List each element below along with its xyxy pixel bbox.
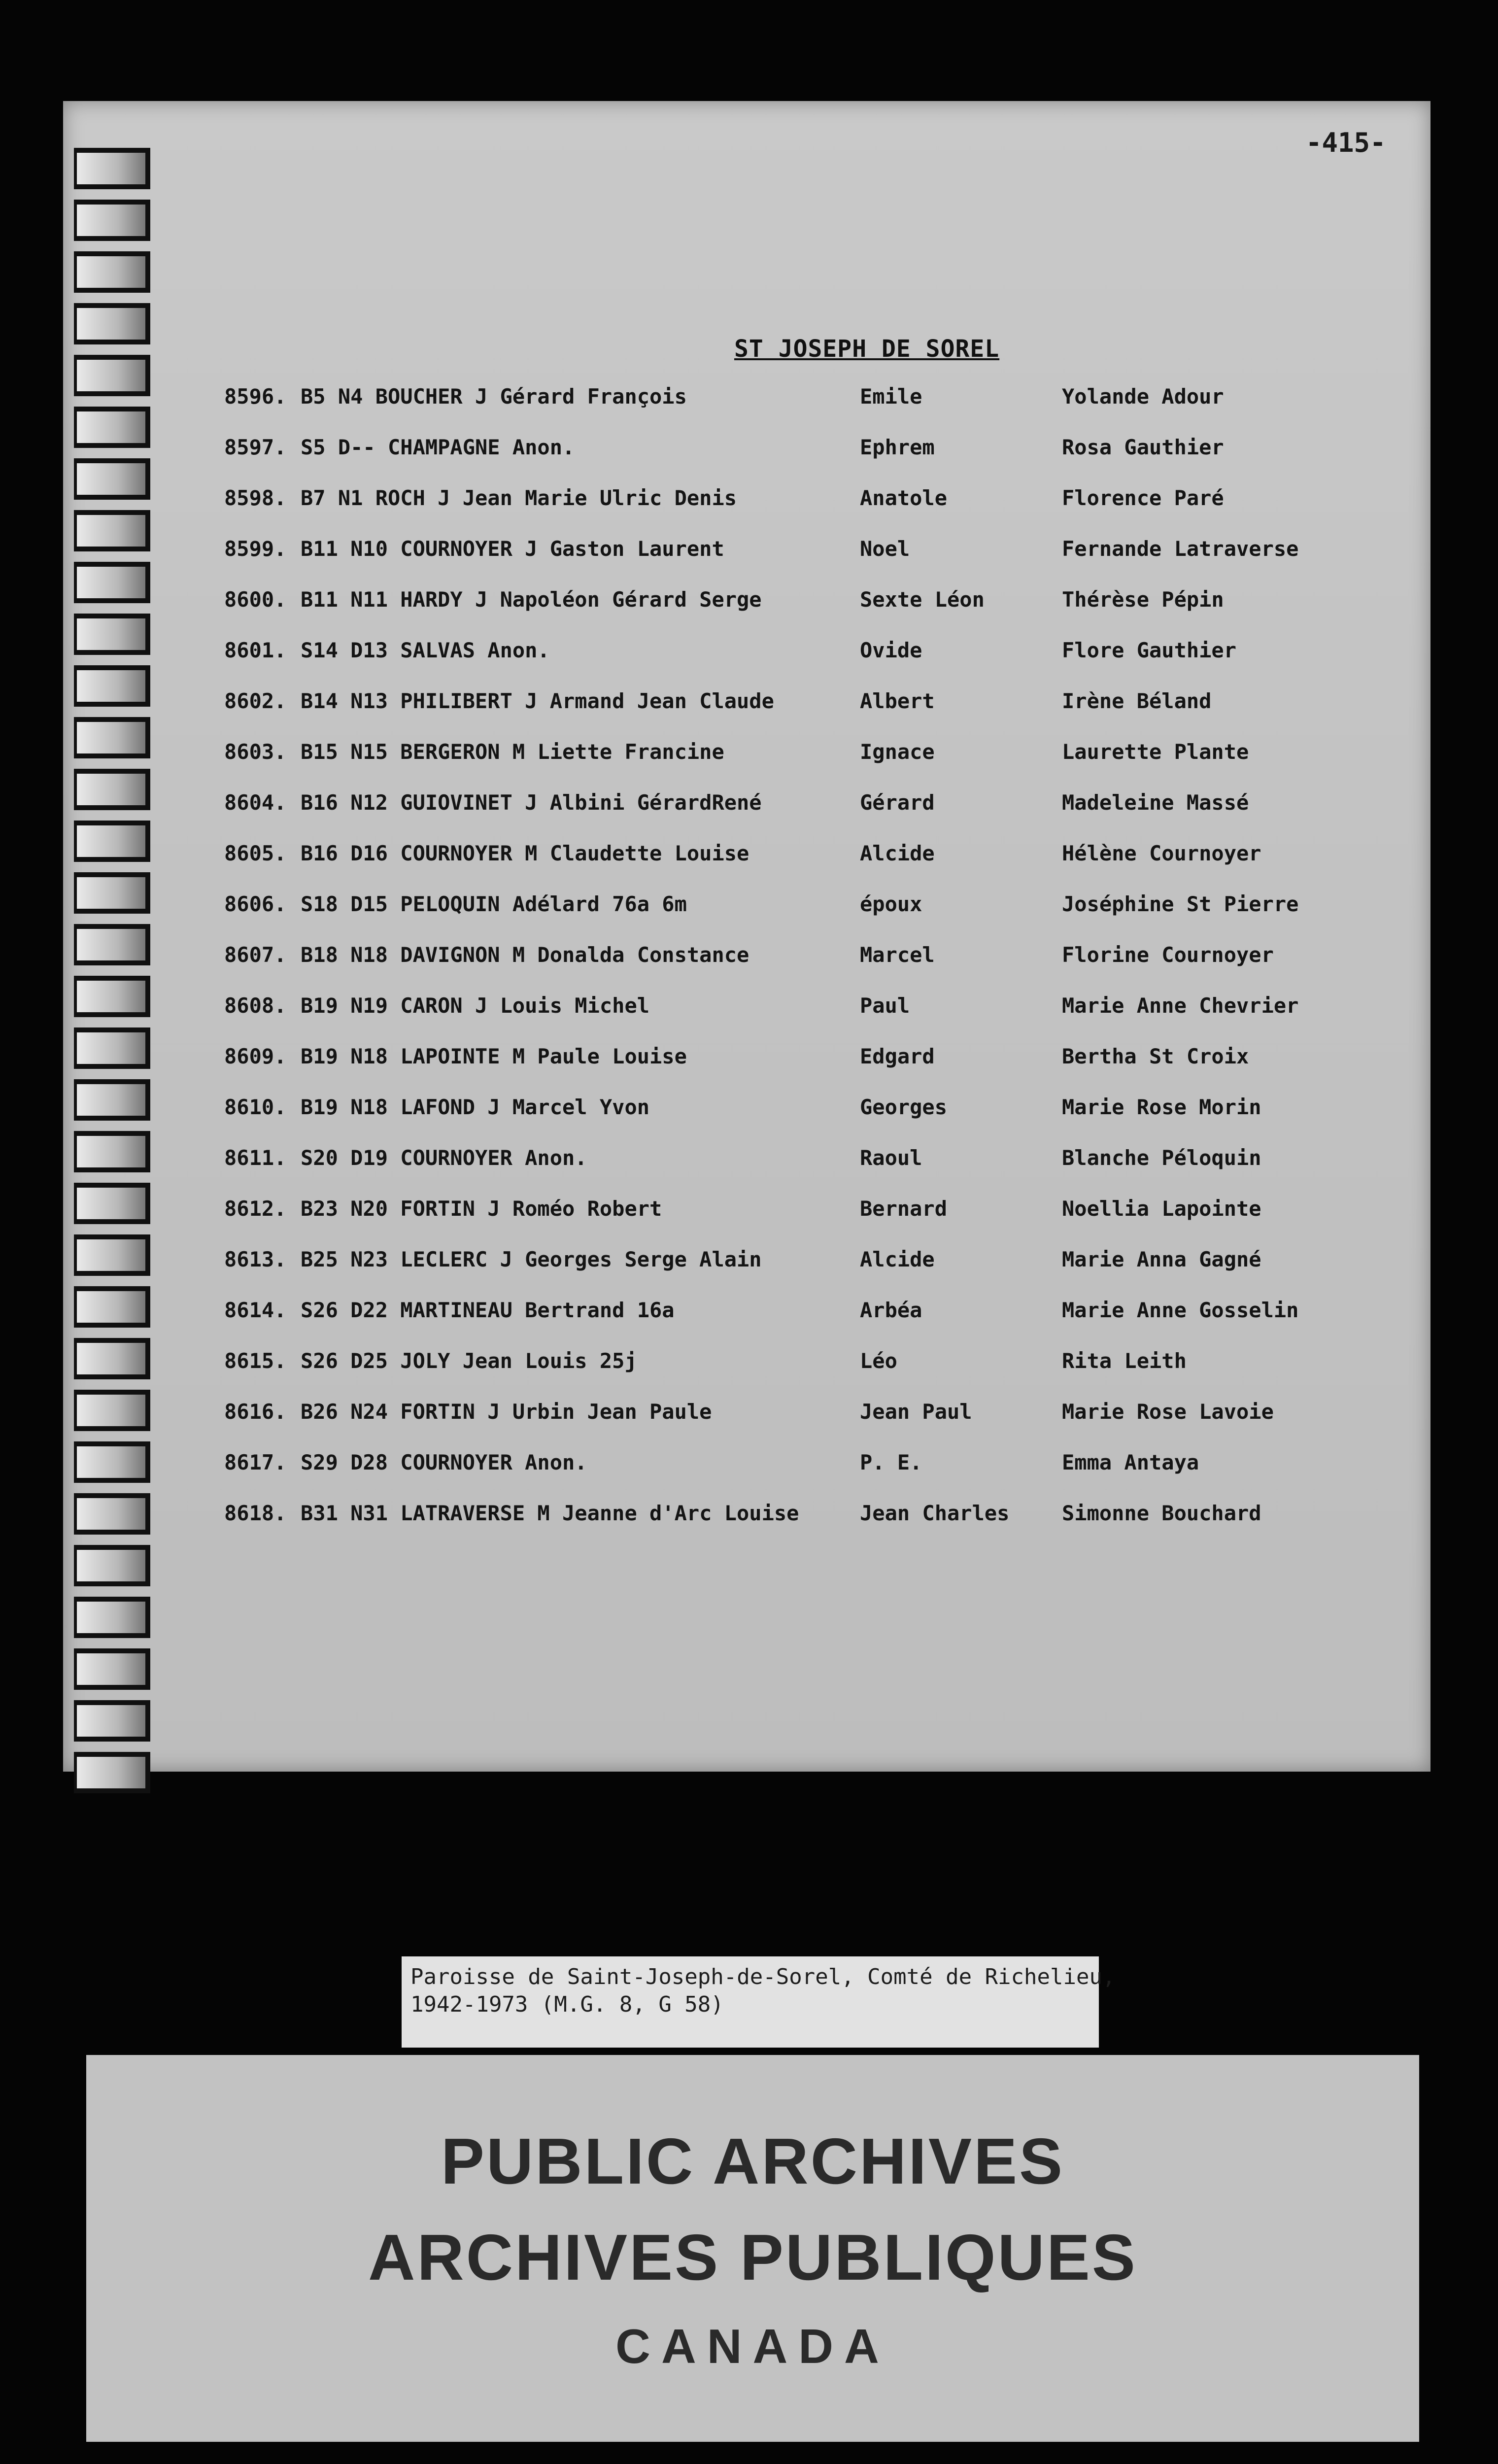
binding-ring	[74, 1700, 150, 1742]
entry-father: Léo	[860, 1349, 897, 1373]
entry-record: B19 N18 LAPOINTE M Paule Louise	[301, 1044, 687, 1068]
binding-ring	[74, 1752, 150, 1793]
register-row	[0, 1349, 1330, 1383]
entry-father: Bernard	[860, 1197, 948, 1221]
entry-record: S14 D13 SALVAS Anon.	[301, 638, 550, 662]
entry-number: 8607.	[224, 943, 287, 967]
entry-record: S18 D15 PELOQUIN Adélard 76a 6m	[301, 892, 687, 916]
entry-number: 8599.	[224, 537, 287, 561]
register-row	[0, 1197, 1330, 1231]
entry-father: Noel	[860, 537, 910, 561]
entry-mother: Laurette Plante	[1062, 740, 1249, 764]
register-row	[0, 1501, 1330, 1536]
entry-number: 8605.	[224, 841, 287, 865]
entry-mother: Irène Béland	[1062, 689, 1212, 713]
entry-number: 8612.	[224, 1197, 287, 1221]
entry-number: 8616.	[224, 1400, 287, 1424]
entry-father: Raoul	[860, 1146, 922, 1170]
register-row	[0, 537, 1330, 571]
caption-line-reference: 1942-1973 (M.G. 8, G 58)	[410, 1992, 724, 2017]
register-row	[0, 1247, 1330, 1282]
entry-number: 8598.	[224, 486, 287, 510]
binding-ring	[74, 200, 150, 241]
entry-mother: Simonne Bouchard	[1062, 1501, 1261, 1525]
entry-mother: Joséphine St Pierre	[1062, 892, 1299, 916]
entry-number: 8604.	[224, 790, 287, 815]
entry-father: Anatole	[860, 486, 948, 510]
entry-father: Sexte Léon	[860, 587, 985, 612]
entry-number: 8597.	[224, 435, 287, 459]
entry-father: Alcide	[860, 1247, 935, 1271]
entry-number: 8601.	[224, 638, 287, 662]
archive-caption-label	[402, 1956, 1116, 2048]
entry-record: B5 N4 BOUCHER J Gérard François	[301, 384, 687, 409]
entry-record: B31 N31 LATRAVERSE M Jeanne d'Arc Louise	[301, 1501, 799, 1525]
register-row	[0, 1095, 1330, 1129]
stamp-line-english: PUBLIC ARCHIVES	[441, 2125, 1065, 2197]
register-row	[0, 384, 1330, 419]
entry-number: 8610.	[224, 1095, 287, 1119]
entry-record: S5 D-- CHAMPAGNE Anon.	[301, 435, 575, 459]
register-row	[0, 993, 1330, 1028]
entry-mother: Madeleine Massé	[1062, 790, 1249, 815]
entry-number: 8596.	[224, 384, 287, 409]
entry-record: B14 N13 PHILIBERT J Armand Jean Claude	[301, 689, 774, 713]
entry-father: Edgard	[860, 1044, 935, 1068]
entry-father: Ignace	[860, 740, 935, 764]
register-row	[0, 486, 1330, 520]
entry-record: B16 D16 COURNOYER M Claudette Louise	[301, 841, 749, 865]
entry-father: Gérard	[860, 790, 935, 815]
register-row	[0, 892, 1330, 926]
entry-mother: Florine Cournoyer	[1062, 943, 1274, 967]
register-row	[0, 435, 1330, 470]
register-row	[0, 740, 1330, 774]
entry-father: Emile	[860, 384, 922, 409]
register-title: ST JOSEPH DE SOREL	[734, 335, 1000, 363]
entry-record: S29 D28 COURNOYER Anon.	[301, 1450, 587, 1474]
entry-number: 8613.	[224, 1247, 287, 1271]
entry-record: B18 N18 DAVIGNON M Donalda Constance	[301, 943, 749, 967]
binding-ring	[74, 148, 150, 189]
caption-line-parish: Paroisse de Saint-Joseph-de-Sorel, Comté de Richelieu,	[410, 1964, 1116, 1989]
entry-father: Ephrem	[860, 435, 935, 459]
register-row	[0, 638, 1330, 673]
entry-father: Georges	[860, 1095, 948, 1119]
entry-record: B26 N24 FORTIN J Urbin Jean Paule	[301, 1400, 712, 1424]
entry-father: Marcel	[860, 943, 935, 967]
entry-number: 8617.	[224, 1450, 287, 1474]
entry-number: 8606.	[224, 892, 287, 916]
register-row	[0, 587, 1330, 622]
entry-number: 8611.	[224, 1146, 287, 1170]
entry-number: 8608.	[224, 993, 287, 1018]
entry-record: B11 N10 COURNOYER J Gaston Laurent	[301, 537, 724, 561]
entry-mother: Hélène Cournoyer	[1062, 841, 1261, 865]
page-number: -415-	[1306, 127, 1386, 158]
entry-number: 8618.	[224, 1501, 287, 1525]
stamp-line-french: ARCHIVES PUBLIQUES	[368, 2221, 1137, 2293]
entry-father: Paul	[860, 993, 910, 1018]
register-row	[0, 689, 1330, 723]
entry-number: 8603.	[224, 740, 287, 764]
binding-ring	[74, 1648, 150, 1690]
binding-ring	[74, 251, 150, 293]
register-row	[0, 1044, 1330, 1079]
entry-father: Jean Charles	[860, 1501, 1010, 1525]
register-row	[0, 1450, 1330, 1485]
entry-father: Arbéa	[860, 1298, 922, 1322]
entry-mother: Fernande Latraverse	[1062, 537, 1299, 561]
entry-record: B19 N18 LAFOND J Marcel Yvon	[301, 1095, 650, 1119]
entry-mother: Thérèse Pépin	[1062, 587, 1224, 612]
entry-record: B16 N12 GUIOVINET J Albini GérardRené	[301, 790, 762, 815]
register-row	[0, 1146, 1330, 1180]
entry-father: P. E.	[860, 1450, 922, 1474]
entry-mother: Marie Rose Lavoie	[1062, 1400, 1274, 1424]
archives-stamp-banner	[86, 2055, 1419, 2442]
entry-father: Ovide	[860, 638, 922, 662]
entry-mother: Bertha St Croix	[1062, 1044, 1249, 1068]
entry-record: B15 N15 BERGERON M Liette Francine	[301, 740, 724, 764]
entry-number: 8609.	[224, 1044, 287, 1068]
entry-record: S26 D25 JOLY Jean Louis 25j	[301, 1349, 637, 1373]
stamp-line-country: CANADA	[615, 2319, 890, 2373]
entry-mother: Blanche Péloquin	[1062, 1146, 1261, 1170]
entry-mother: Emma Antaya	[1062, 1450, 1199, 1474]
register-row	[0, 790, 1330, 825]
entry-mother: Rita Leith	[1062, 1349, 1187, 1373]
entry-father: Alcide	[860, 841, 935, 865]
entry-record: B11 N11 HARDY J Napoléon Gérard Serge	[301, 587, 762, 612]
entry-father: Albert	[860, 689, 935, 713]
entry-mother: Florence Paré	[1062, 486, 1224, 510]
entry-record: B19 N19 CARON J Louis Michel	[301, 993, 650, 1018]
entry-father: époux	[860, 892, 922, 916]
entry-record: B7 N1 ROCH J Jean Marie Ulric Denis	[301, 486, 737, 510]
entry-record: S20 D19 COURNOYER Anon.	[301, 1146, 587, 1170]
register-row	[0, 1298, 1330, 1333]
binding-ring	[74, 1597, 150, 1638]
entry-number: 8614.	[224, 1298, 287, 1322]
entry-record: S26 D22 MARTINEAU Bertrand 16a	[301, 1298, 675, 1322]
entry-number: 8615.	[224, 1349, 287, 1373]
entry-mother: Rosa Gauthier	[1062, 435, 1224, 459]
entry-mother: Yolande Adour	[1062, 384, 1224, 409]
entry-father: Jean Paul	[860, 1400, 972, 1424]
entry-mother: Marie Anne Gosselin	[1062, 1298, 1299, 1322]
binding-ring	[74, 303, 150, 344]
entry-record: B25 N23 LECLERC J Georges Serge Alain	[301, 1247, 762, 1271]
entry-mother: Noellia Lapointe	[1062, 1197, 1261, 1221]
register-row	[0, 943, 1330, 977]
entry-mother: Marie Anna Gagné	[1062, 1247, 1261, 1271]
binding-ring	[74, 1545, 150, 1586]
entry-mother: Marie Rose Morin	[1062, 1095, 1261, 1119]
entry-record: B23 N20 FORTIN J Roméo Robert	[301, 1197, 662, 1221]
entry-mother: Flore Gauthier	[1062, 638, 1237, 662]
entry-mother: Marie Anne Chevrier	[1062, 993, 1299, 1018]
entry-number: 8602.	[224, 689, 287, 713]
entry-number: 8600.	[224, 587, 287, 612]
register-row	[0, 1400, 1330, 1434]
register-row	[0, 841, 1330, 876]
